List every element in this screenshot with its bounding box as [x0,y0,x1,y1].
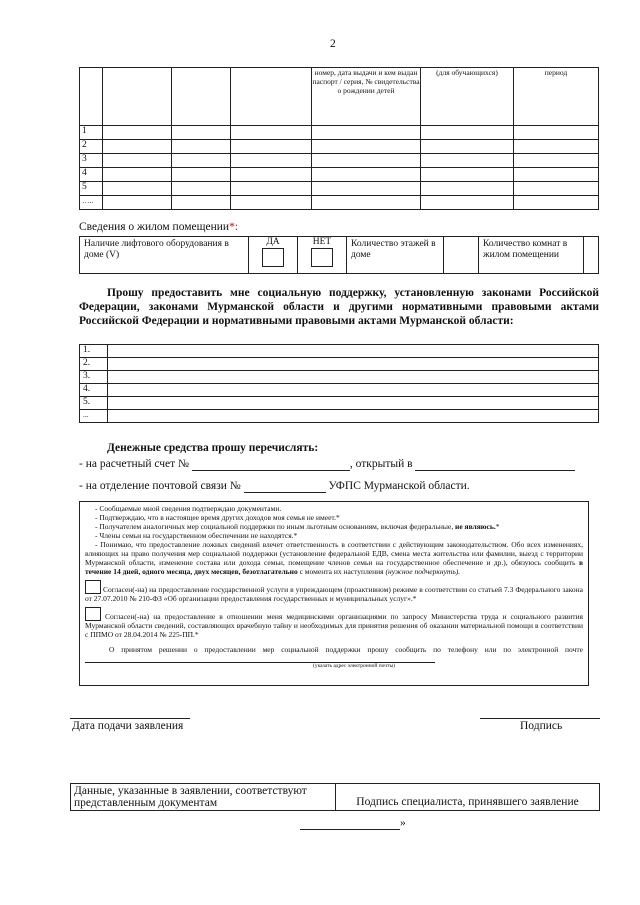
consent-medical: Согласен(-на) на предоставление в отношении меня медицинскими организациями по запросу Министерства труда и социального развития Мурманской области сведений, составляющих врачебную тайну и необходимых для принятия решения об оказании материальной помощи в соответствии с ППМО от 28.04.2014 № 225-ПП.* [85,607,583,639]
post-office-field[interactable] [244,481,326,493]
closing-field[interactable] [300,818,400,830]
row-number: 3. [80,371,108,384]
table-row [80,154,599,168]
table-row [80,196,599,210]
date-line[interactable] [70,718,190,719]
row-number: ….. [80,196,103,210]
account-line: - на расчетный счет № , открытый в [79,458,609,471]
post-line: - на отделение почтовой связи № УФПС Мурманской области. [79,480,470,492]
rooms-label: Количество комнат в жилом помещении [479,237,584,274]
declaration-state-support: - Члены семьи на государственном обеспечении не находятся.* [95,531,298,540]
consent-proactive-checkbox[interactable] [85,580,101,594]
housing-heading: Сведения о жилом помещении*: [79,221,239,233]
row-number: 3 [80,154,103,168]
notify-text: О принятом решении о предоставлении мер социальной поддержки прошу сообщить по телефону или по электронной почте [85,645,583,663]
row-number: 5 [80,182,103,196]
yes-cell: ДА [249,237,298,274]
declaration-liability: - Понимаю, что предоставление ложных сведений влечет ответственность в соответствии с действующим законодательством. Обо всех изменениях, влияющих на право получения мер социальной поддержки (установление федеральной ЕДВ, смена места жительства или фамилии, выезд с территории Мурманской области, изменение состава или дохода семьи, помещение членов семьи на государственное обеспечение и др.), обязуюсь сообщить в течение 14 дней, одного месяца, двух месяцев, безотлагательно с момента их наступления (нужное подчеркнуть). [85,540,583,576]
declaration-benefits: - Получателем аналогичных мер социальной поддержки по иным льготным основаниям, включая федеральные, не являюсь.* [95,522,500,531]
account-number-field[interactable] [192,459,350,471]
page-number: 2 [330,38,336,50]
declaration-income: - Подтверждаю, что в настоящее время других доходов моя семья не имеет.* [95,513,340,522]
email-hint: (указать адрес электронной почты) [313,663,395,669]
payment-heading: Денежные средства прошу перечислять: [107,442,319,454]
header-period: период [514,68,599,126]
email-field[interactable] [85,654,435,663]
table-row [80,168,599,182]
row-number: 4 [80,168,103,182]
request-table [79,344,599,423]
closing-line: » [300,817,406,830]
declaration-documents: - Сообщаемые мной сведения подтверждаю документами. [95,504,282,513]
required-star: *: [229,221,239,233]
no-cell: НЕТ [298,237,347,274]
header-students: (для обучающихся) [421,68,514,126]
consent-proactive: Согласен(-на) на предоставление государственной услуги в упреждающем (проактивном) режиме в соответствии со статьей 7.3 Федерального закона от 27.07.2010 № 210-ФЗ «Об организации предоставления государственных и муниципальных услуг».* [85,580,583,603]
no-checkbox[interactable] [311,248,333,267]
children-table [79,67,599,210]
table-row [80,371,599,384]
yes-checkbox[interactable] [262,248,284,267]
table-row [80,384,599,397]
verification-text: Данные, указанные в заявлении, соответствуют представленным документам [71,784,336,811]
row-number: 1 [80,126,103,140]
floors-label: Количество этажей в доме [347,237,444,274]
floors-value[interactable] [444,237,479,274]
row-number: 4. [80,384,108,397]
row-number: 1. [80,345,108,358]
row-number: 2 [80,140,103,154]
table-row [80,358,599,371]
request-text: Прошу предоставить мне социальную поддержку, установленную законами Российской Федерации, законами Мурманской области и другими нормативными правовыми актами Российской Федерации и нормативными правовыми актами Мурманской области: [79,287,599,327]
table-row [80,345,599,358]
row-number: 5. [80,397,108,410]
table-row [80,182,599,196]
row-number: 2. [80,358,108,371]
housing-table [79,236,599,274]
consent-medical-checkbox[interactable] [85,607,101,621]
verification-table [70,783,600,811]
specialist-signature-label: Подпись специалиста, принявшего заявление [336,784,600,811]
signature-label: Подпись [520,720,563,732]
row-number: ... [80,410,108,423]
header-document: номер, дата выдачи и кем выдан паспорт / серия, № свидетельства о рождении детей [312,68,421,126]
bank-name-field[interactable] [415,459,575,471]
table-row [80,397,599,410]
signature-line[interactable] [480,718,600,719]
elevator-label: Наличие лифтового оборудования в доме (V) [80,237,249,274]
table-row [80,410,599,423]
rooms-value[interactable] [584,237,599,274]
table-row [80,140,599,154]
table-row [80,126,599,140]
declarations-box [79,501,589,686]
date-label: Дата подачи заявления [72,720,184,732]
